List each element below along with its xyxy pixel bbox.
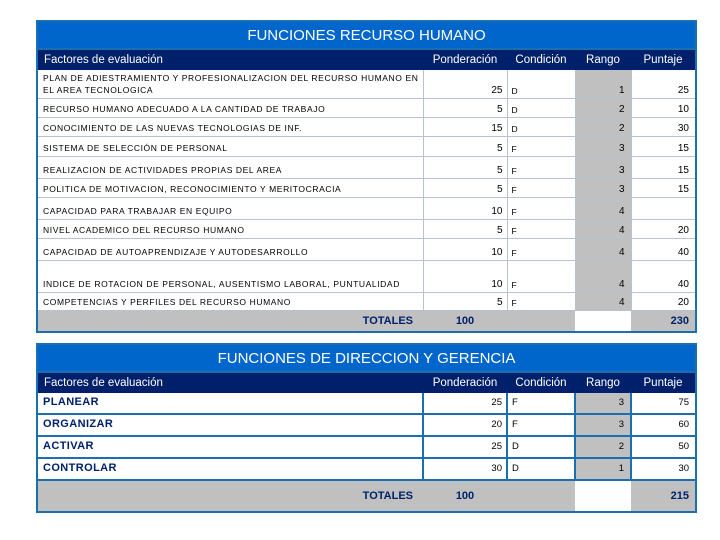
totals-row [37, 310, 696, 332]
table-title: FUNCIONES RECURSO HUMANO [37, 21, 696, 49]
table-title: FUNCIONES DE DIRECCION Y GERENCIA [37, 344, 696, 372]
ponderacion-cell: 30 [423, 458, 507, 480]
ponderacion-cell: 25 [423, 393, 507, 414]
ponderacion-cell: 25 [423, 70, 507, 98]
table-row [37, 436, 696, 458]
header-ponderacion: Ponderación [423, 49, 507, 70]
recurso-humano-table [36, 20, 697, 333]
ponderacion-cell: 10 [423, 197, 507, 219]
factor-cell: PLAN DE ADIESTRAMIENTO Y PROFESIONALIZACION DEL RECURSO HUMANO EN EL AREA TECNOLOGICA [37, 70, 423, 98]
factor-cell: CONTROLAR [37, 458, 423, 480]
header-row [37, 49, 696, 70]
totals-puntaje: 230 [631, 310, 696, 332]
rango-cell: 4 [575, 260, 631, 292]
totals-empty [507, 480, 575, 512]
condicion-cell: F [507, 219, 575, 238]
header-puntaje: Puntaje [631, 372, 696, 393]
factor-cell: INDICE DE ROTACION DE PERSONAL, AUSENTISMO LABORAL, PUNTUALIDAD [37, 260, 423, 292]
condicion-cell: D [507, 117, 575, 136]
factor-cell: ACTIVAR [37, 436, 423, 458]
totals-empty [507, 310, 575, 332]
totals-row [37, 480, 696, 512]
table-row [37, 117, 696, 136]
factor-cell: SISTEMA DE SELECCIÓN DE PERSONAL [37, 136, 423, 156]
factor-cell: POLITICA DE MOTIVACION, RECONOCIMIENTO Y MERITOCRACIA [37, 178, 423, 197]
table-row [37, 292, 696, 310]
header-rango: Rango [575, 49, 631, 70]
ponderacion-cell: 5 [423, 292, 507, 310]
rango-cell: 3 [575, 393, 631, 414]
totals-puntaje: 215 [631, 480, 696, 512]
puntaje-cell: 20 [631, 219, 696, 238]
totals-ponderacion: 100 [423, 310, 507, 332]
header-condicion: Condición [507, 372, 575, 393]
rango-cell: 4 [575, 197, 631, 219]
rango-cell: 1 [575, 70, 631, 98]
header-row [37, 372, 696, 393]
rango-cell: 3 [575, 414, 631, 436]
totals-label: TOTALES [37, 310, 423, 332]
puntaje-cell: 20 [631, 292, 696, 310]
condicion-cell: D [507, 436, 575, 458]
condicion-cell: D [507, 70, 575, 98]
puntaje-cell: 50 [631, 436, 696, 458]
condicion-cell: F [507, 260, 575, 292]
rango-cell: 2 [575, 98, 631, 117]
puntaje-cell: 30 [631, 117, 696, 136]
rango-cell: 4 [575, 292, 631, 310]
puntaje-cell [631, 197, 696, 219]
puntaje-cell: 25 [631, 70, 696, 98]
ponderacion-cell: 10 [423, 238, 507, 260]
ponderacion-cell: 15 [423, 117, 507, 136]
factor-cell: CAPACIDAD PARA TRABAJAR EN EQUIPO [37, 197, 423, 219]
factor-cell: RECURSO HUMANO ADECUADO A LA CANTIDAD DE TRABAJO [37, 98, 423, 117]
table-row [37, 219, 696, 238]
condicion-cell: D [507, 98, 575, 117]
direccion-gerencia-table [36, 343, 697, 513]
header-factor: Factores de evaluación [37, 49, 423, 70]
table-row [37, 98, 696, 117]
condicion-cell: F [507, 136, 575, 156]
header-ponderacion: Ponderación [423, 372, 507, 393]
puntaje-cell: 40 [631, 238, 696, 260]
rango-cell: 1 [575, 458, 631, 480]
table-row [37, 260, 696, 292]
totals-ponderacion: 100 [423, 480, 507, 512]
table-row [37, 197, 696, 219]
puntaje-cell: 60 [631, 414, 696, 436]
ponderacion-cell: 5 [423, 136, 507, 156]
table-row [37, 70, 696, 98]
puntaje-cell: 40 [631, 260, 696, 292]
condicion-cell: D [507, 458, 575, 480]
header-condicion: Condición [507, 49, 575, 70]
header-factor: Factores de evaluación [37, 372, 423, 393]
puntaje-cell: 15 [631, 178, 696, 197]
factor-cell: PLANEAR [37, 393, 423, 414]
table-row [37, 238, 696, 260]
header-rango: Rango [575, 372, 631, 393]
ponderacion-cell: 10 [423, 260, 507, 292]
puntaje-cell: 15 [631, 136, 696, 156]
ponderacion-cell: 25 [423, 436, 507, 458]
table-row [37, 178, 696, 197]
puntaje-cell: 10 [631, 98, 696, 117]
rango-cell: 3 [575, 136, 631, 156]
ponderacion-cell: 5 [423, 98, 507, 117]
ponderacion-cell: 5 [423, 219, 507, 238]
totals-blank [575, 480, 631, 512]
ponderacion-cell: 20 [423, 414, 507, 436]
totals-blank [575, 310, 631, 332]
puntaje-cell: 75 [631, 393, 696, 414]
factor-cell: ORGANIZAR [37, 414, 423, 436]
totals-label: TOTALES [37, 480, 423, 512]
ponderacion-cell: 5 [423, 178, 507, 197]
table-row [37, 136, 696, 156]
factor-cell: CAPACIDAD DE AUTOAPRENDIZAJE Y AUTODESARROLLO [37, 238, 423, 260]
condicion-cell: F [507, 156, 575, 178]
table-row [37, 156, 696, 178]
factor-cell: CONOCIMIENTO DE LAS NUEVAS TECNOLOGIAS DE INF. [37, 117, 423, 136]
ponderacion-cell: 5 [423, 156, 507, 178]
factor-cell: COMPETENCIAS Y PERFILES DEL RECURSO HUMANO [37, 292, 423, 310]
rango-cell: 2 [575, 117, 631, 136]
condicion-cell: F [507, 393, 575, 414]
factor-cell: NIVEL ACADEMICO DEL RECURSO HUMANO [37, 219, 423, 238]
condicion-cell: F [507, 178, 575, 197]
table-row [37, 458, 696, 480]
rango-cell: 2 [575, 436, 631, 458]
rango-cell: 3 [575, 178, 631, 197]
condicion-cell: F [507, 238, 575, 260]
condicion-cell: F [507, 197, 575, 219]
table-row [37, 414, 696, 436]
factor-cell: REALIZACION DE ACTIVIDADES PROPIAS DEL AREA [37, 156, 423, 178]
rango-cell: 3 [575, 156, 631, 178]
rango-cell: 4 [575, 219, 631, 238]
table-row [37, 393, 696, 414]
header-puntaje: Puntaje [631, 49, 696, 70]
puntaje-cell: 30 [631, 458, 696, 480]
condicion-cell: F [507, 292, 575, 310]
rango-cell: 4 [575, 238, 631, 260]
puntaje-cell: 15 [631, 156, 696, 178]
condicion-cell: F [507, 414, 575, 436]
